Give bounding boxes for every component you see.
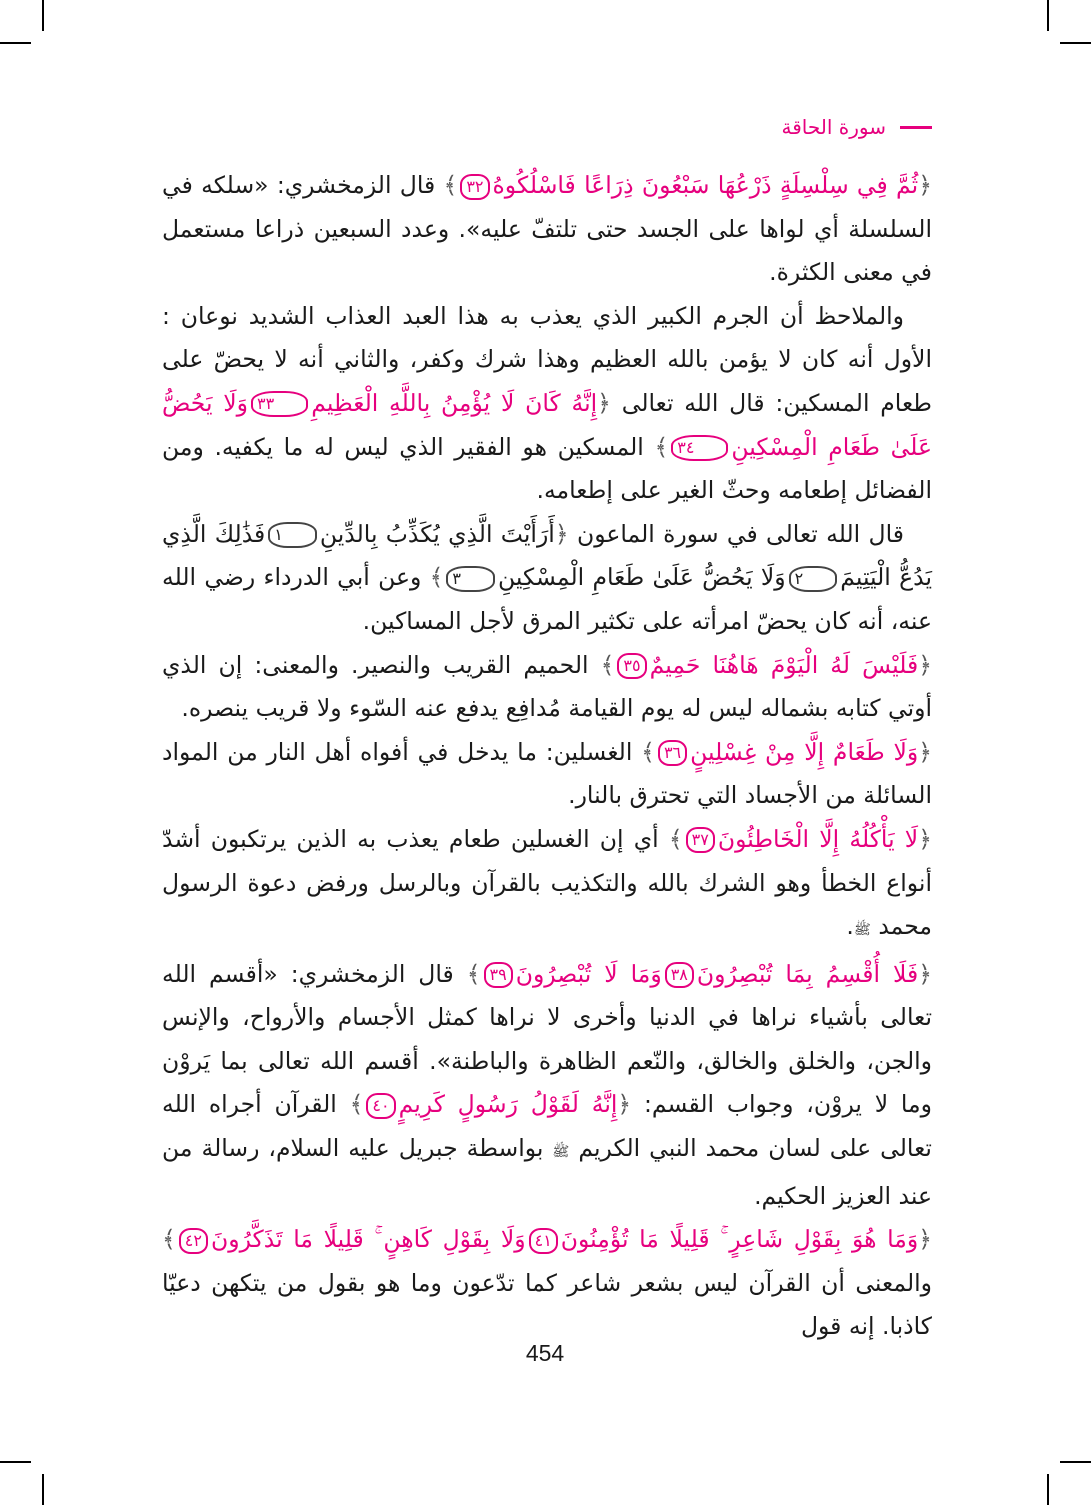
- ayah-number-marker: ٢: [789, 566, 838, 592]
- commentary-text: بواسطة جبريل عليه السلام، رسالة من عند العزيز الحكيم.: [162, 1134, 932, 1210]
- quran-verse: أَرَأَيْتَ الَّذِي يُكَذِّبُ بِالدِّينِ: [319, 519, 555, 548]
- quran-verse: وَمَا لَا تُبْصِرُونَ: [515, 959, 662, 988]
- crop-mark: [1047, 0, 1049, 31]
- commentary-text: الغسلين: ما يدخل في أفواه أهل النار من المواد السائلة من الأجساد التي تحترق بالنار.: [162, 737, 932, 810]
- crop-mark: [1060, 42, 1091, 44]
- paragraph: ﴿فَلَيْسَ لَهُ الْيَوْمَ هَاهُنَا حَمِيمٌ٣٥﴾ الحميم القريب والنصير. والمعنى: إن الذي أوتي كتابه بشماله ليس له يوم القيامة مُدافِع يدفع عنه السّوء ولا قريب ينصره.: [162, 650, 932, 723]
- commentary-text: قال الله تعالى في سورة الماعون: [576, 519, 904, 548]
- ayah-number-marker: ٤٢: [179, 1228, 208, 1254]
- honorific-glyph: ﷺ: [853, 922, 871, 939]
- paragraph: ﴿فَلَا أُقْسِمُ بِمَا تُبْصِرُونَ٣٨وَمَا لَا تُبْصِرُونَ٣٩﴾ قال الزمخشري: «أقسم الله تعالى بأشياء نراها في الدنيا وأخرى لا نراها كمثل الأجسام والأرواح، والإنس والجن، والخلق والخالق، والنّعم الظاهرة والباطنة». أقسم الله تعالى بما يَروْن وما لا يروْن، وجواب القسم: ﴿إِنَّهُ لَقَوْلُ رَسُولٍ كَرِيمٍ٤٠﴾ القرآن أجراه الله تعالى على لسان محمد النبي الكريم ﷺ بواسطة جبريل عليه السلام، رسالة من عند العزيز الحكيم.: [162, 959, 932, 1210]
- quran-verse: وَلَا بِقَوْلِ كَاهِنٍ ۚ قَلِيلًا مَا تَذَكَّرُونَ: [210, 1225, 526, 1254]
- quran-verse: لَا يَأْكُلُهُ إِلَّا الْخَاطِئُونَ: [717, 824, 919, 853]
- quran-verse: وَلَا يَحُضُّ عَلَىٰ طَعَامِ الْمِسْكِينِ: [162, 388, 932, 461]
- ayah-number-marker: ٣٤: [671, 435, 728, 461]
- honorific-glyph: ﷺ: [552, 1144, 570, 1161]
- crop-mark: [42, 0, 44, 31]
- ayah-number-marker: ٣٢: [460, 174, 489, 200]
- quran-verse: فَذَٰلِكَ الَّذِي يَدُعُّ الْيَتِيمَ: [162, 519, 932, 592]
- ayah-number-marker: ٣٨: [665, 962, 694, 988]
- quran-verse: وَمَا هُوَ بِقَوْلِ شَاعِرٍ ۚ قَلِيلًا مَا تُؤْمِنُونَ: [560, 1225, 919, 1254]
- ayah-number-marker: ٣٩: [484, 962, 513, 988]
- commentary-text: القرآن أجراه الله تعالى على لسان محمد النبي الكريم: [162, 1090, 932, 1163]
- quran-verse: إِنَّهُ لَقَوْلُ رَسُولٍ كَرِيمٍ: [398, 1090, 618, 1119]
- ayah-number-marker: ١: [268, 522, 317, 548]
- paragraph: قال الله تعالى في سورة الماعون ﴿أَرَأَيْتَ الَّذِي يُكَذِّبُ بِالدِّينِ١فَذَٰلِكَ الَّذِي يَدُعُّ الْيَتِيمَ٢وَلَا يَحُضُّ عَلَىٰ طَعَامِ الْمِسْكِينِ٣﴾ وعن أبي الدرداء رضي الله عنه، أنه كان يحضّ امرأته على تكثير المرق لأجل المساكين.: [162, 519, 932, 635]
- ayah-number-marker: ٣٦: [658, 740, 687, 766]
- commentary-text: والملاحظ أن الجرم الكبير الذي يعذب به هذا العبد العذاب الشديد نوعان : الأول أنه كان لا يؤمن بالله العظيم وهذا شرك وكفر، والثاني أنه لا يحضّ على طعام المسكين: قال الله تعالى: [162, 301, 932, 417]
- commentary-text: قال الزمخشري: «أقسم الله تعالى بأشياء نراها في الدنيا وأخرى لا نراها كمثل الأجسام والأرواح، والإنس والجن، والخلق والخالق، والنّعم الظاهرة والباطنة». أقسم الله تعالى بما يَروْن وما لا يروْن، وجواب القسم:: [162, 959, 932, 1119]
- page-body: [162, 164, 932, 1349]
- quran-verse: وَلَا طَعَامٌ إِلَّا مِنْ غِسْلِينٍ: [690, 737, 919, 766]
- page-number: 454: [525, 1340, 565, 1366]
- paragraph: والملاحظ أن الجرم الكبير الذي يعذب به هذا العبد العذاب الشديد نوعان : الأول أنه كان لا يؤمن بالله العظيم وهذا شرك وكفر، والثاني أنه لا يحضّ على طعام المسكين: قال الله تعالى ﴿إِنَّهُ كَانَ لَا يُؤْمِنُ بِاللَّهِ الْعَظِيمِ٣٣وَلَا يَحُضُّ عَلَىٰ طَعَامِ الْمِسْكِينِ٣٤﴾ المسكين هو الفقير الذي ليس له ما يكفيه. ومن الفضائل إطعامه وحثّ الغير على إطعامه.: [162, 301, 932, 505]
- surah-title: سورة الحاقة: [781, 115, 886, 139]
- ayah-number-marker: ٣٣: [251, 391, 308, 417]
- commentary-text: قال الزمخشري: «سلكه في السلسلة أي لواها على الجسد حتى تلتفّ عليه». وعدد السبعين ذراعا مستعمل في معنى الكثرة.: [162, 171, 932, 287]
- paragraph: ﴿وَمَا هُوَ بِقَوْلِ شَاعِرٍ ۚ قَلِيلًا مَا تُؤْمِنُونَ٤١وَلَا بِقَوْلِ كَاهِنٍ ۚ قَلِيلًا مَا تَذَكَّرُونَ٤٢﴾ والمعنى أن القرآن ليس بشعر شاعر كما تدّعون وما هو بقول من يتكهن دعيّا كاذبا. إنه قول: [162, 1225, 933, 1341]
- commentary-text: الحميم القريب والنصير. والمعنى: إن الذي أوتي كتابه بشماله ليس له يوم القيامة مُدافِع يدفع عنه السّوء ولا قريب ينصره.: [162, 650, 932, 723]
- paragraph: ﴿وَلَا طَعَامٌ إِلَّا مِنْ غِسْلِينٍ٣٦﴾ الغسلين: ما يدخل في أفواه أهل النار من المواد السائلة من الأجساد التي تحترق بالنار.: [162, 737, 932, 810]
- quran-verse: فَلَيْسَ لَهُ الْيَوْمَ هَاهُنَا حَمِيمٌ: [649, 650, 919, 679]
- ayah-number-marker: ٣: [446, 566, 495, 592]
- running-header: [700, 112, 932, 142]
- crop-mark: [1047, 1474, 1049, 1505]
- commentary-text: والمعنى أن القرآن ليس بشعر شاعر كما تدّعون وما هو بقول من يتكهن دعيّا كاذبا. إنه قول: [162, 1268, 932, 1341]
- ayah-number-marker: ٣٥: [617, 653, 646, 679]
- commentary-text: المسكين هو الفقير الذي ليس له ما يكفيه. ومن الفضائل إطعامه وحثّ الغير على إطعامه.: [162, 432, 932, 505]
- quran-verse: وَلَا يَحُضُّ عَلَىٰ طَعَامِ الْمِسْكِينِ: [497, 563, 786, 592]
- crop-mark: [42, 1474, 44, 1505]
- commentary-text: أي إن الغسلين طعام يعذب به الذين يرتكبون أشدّ أنواع الخطأ وهو الشرك بالله والتكذيب بالقرآن وبالرسل ورفض دعوة الرسول محمد: [162, 824, 932, 941]
- quran-verse: فَلَا أُقْسِمُ بِمَا تُبْصِرُونَ: [696, 959, 919, 988]
- commentary-text: وعن أبي الدرداء رضي الله عنه، أنه كان يحضّ امرأته على تكثير المرق لأجل المساكين.: [162, 563, 932, 635]
- paragraph: ﴿لَا يَأْكُلُهُ إِلَّا الْخَاطِئُونَ٣٧﴾ أي إن الغسلين طعام يعذب به الذين يرتكبون أشدّ أنواع الخطأ وهو الشرك بالله والتكذيب بالقرآن وبالرسل ورفض دعوة الرسول محمد ﷺ.: [162, 824, 932, 941]
- crop-mark: [1060, 1461, 1091, 1463]
- header-rule: [900, 126, 932, 129]
- paragraph: ﴿ثُمَّ فِي سِلْسِلَةٍ ذَرْعُهَا سَبْعُونَ ذِرَاعًا فَاسْلُكُوهُ٣٢﴾ قال الزمخشري: «سلكه في السلسلة أي لواها على الجسد حتى تلتفّ عليه». وعدد السبعين ذراعا مستعمل في معنى الكثرة.: [162, 171, 932, 287]
- quran-verse: إِنَّهُ كَانَ لَا يُؤْمِنُ بِاللَّهِ الْعَظِيمِ: [311, 388, 598, 417]
- ayah-number-marker: ٤١: [529, 1228, 558, 1254]
- crop-mark: [0, 42, 31, 44]
- quran-verse: ثُمَّ فِي سِلْسِلَةٍ ذَرْعُهَا سَبْعُونَ ذِرَاعًا فَاسْلُكُوهُ: [492, 171, 919, 199]
- ayah-number-marker: ٣٧: [686, 827, 715, 853]
- crop-mark: [0, 1461, 31, 1463]
- ayah-number-marker: ٤٠: [366, 1093, 395, 1119]
